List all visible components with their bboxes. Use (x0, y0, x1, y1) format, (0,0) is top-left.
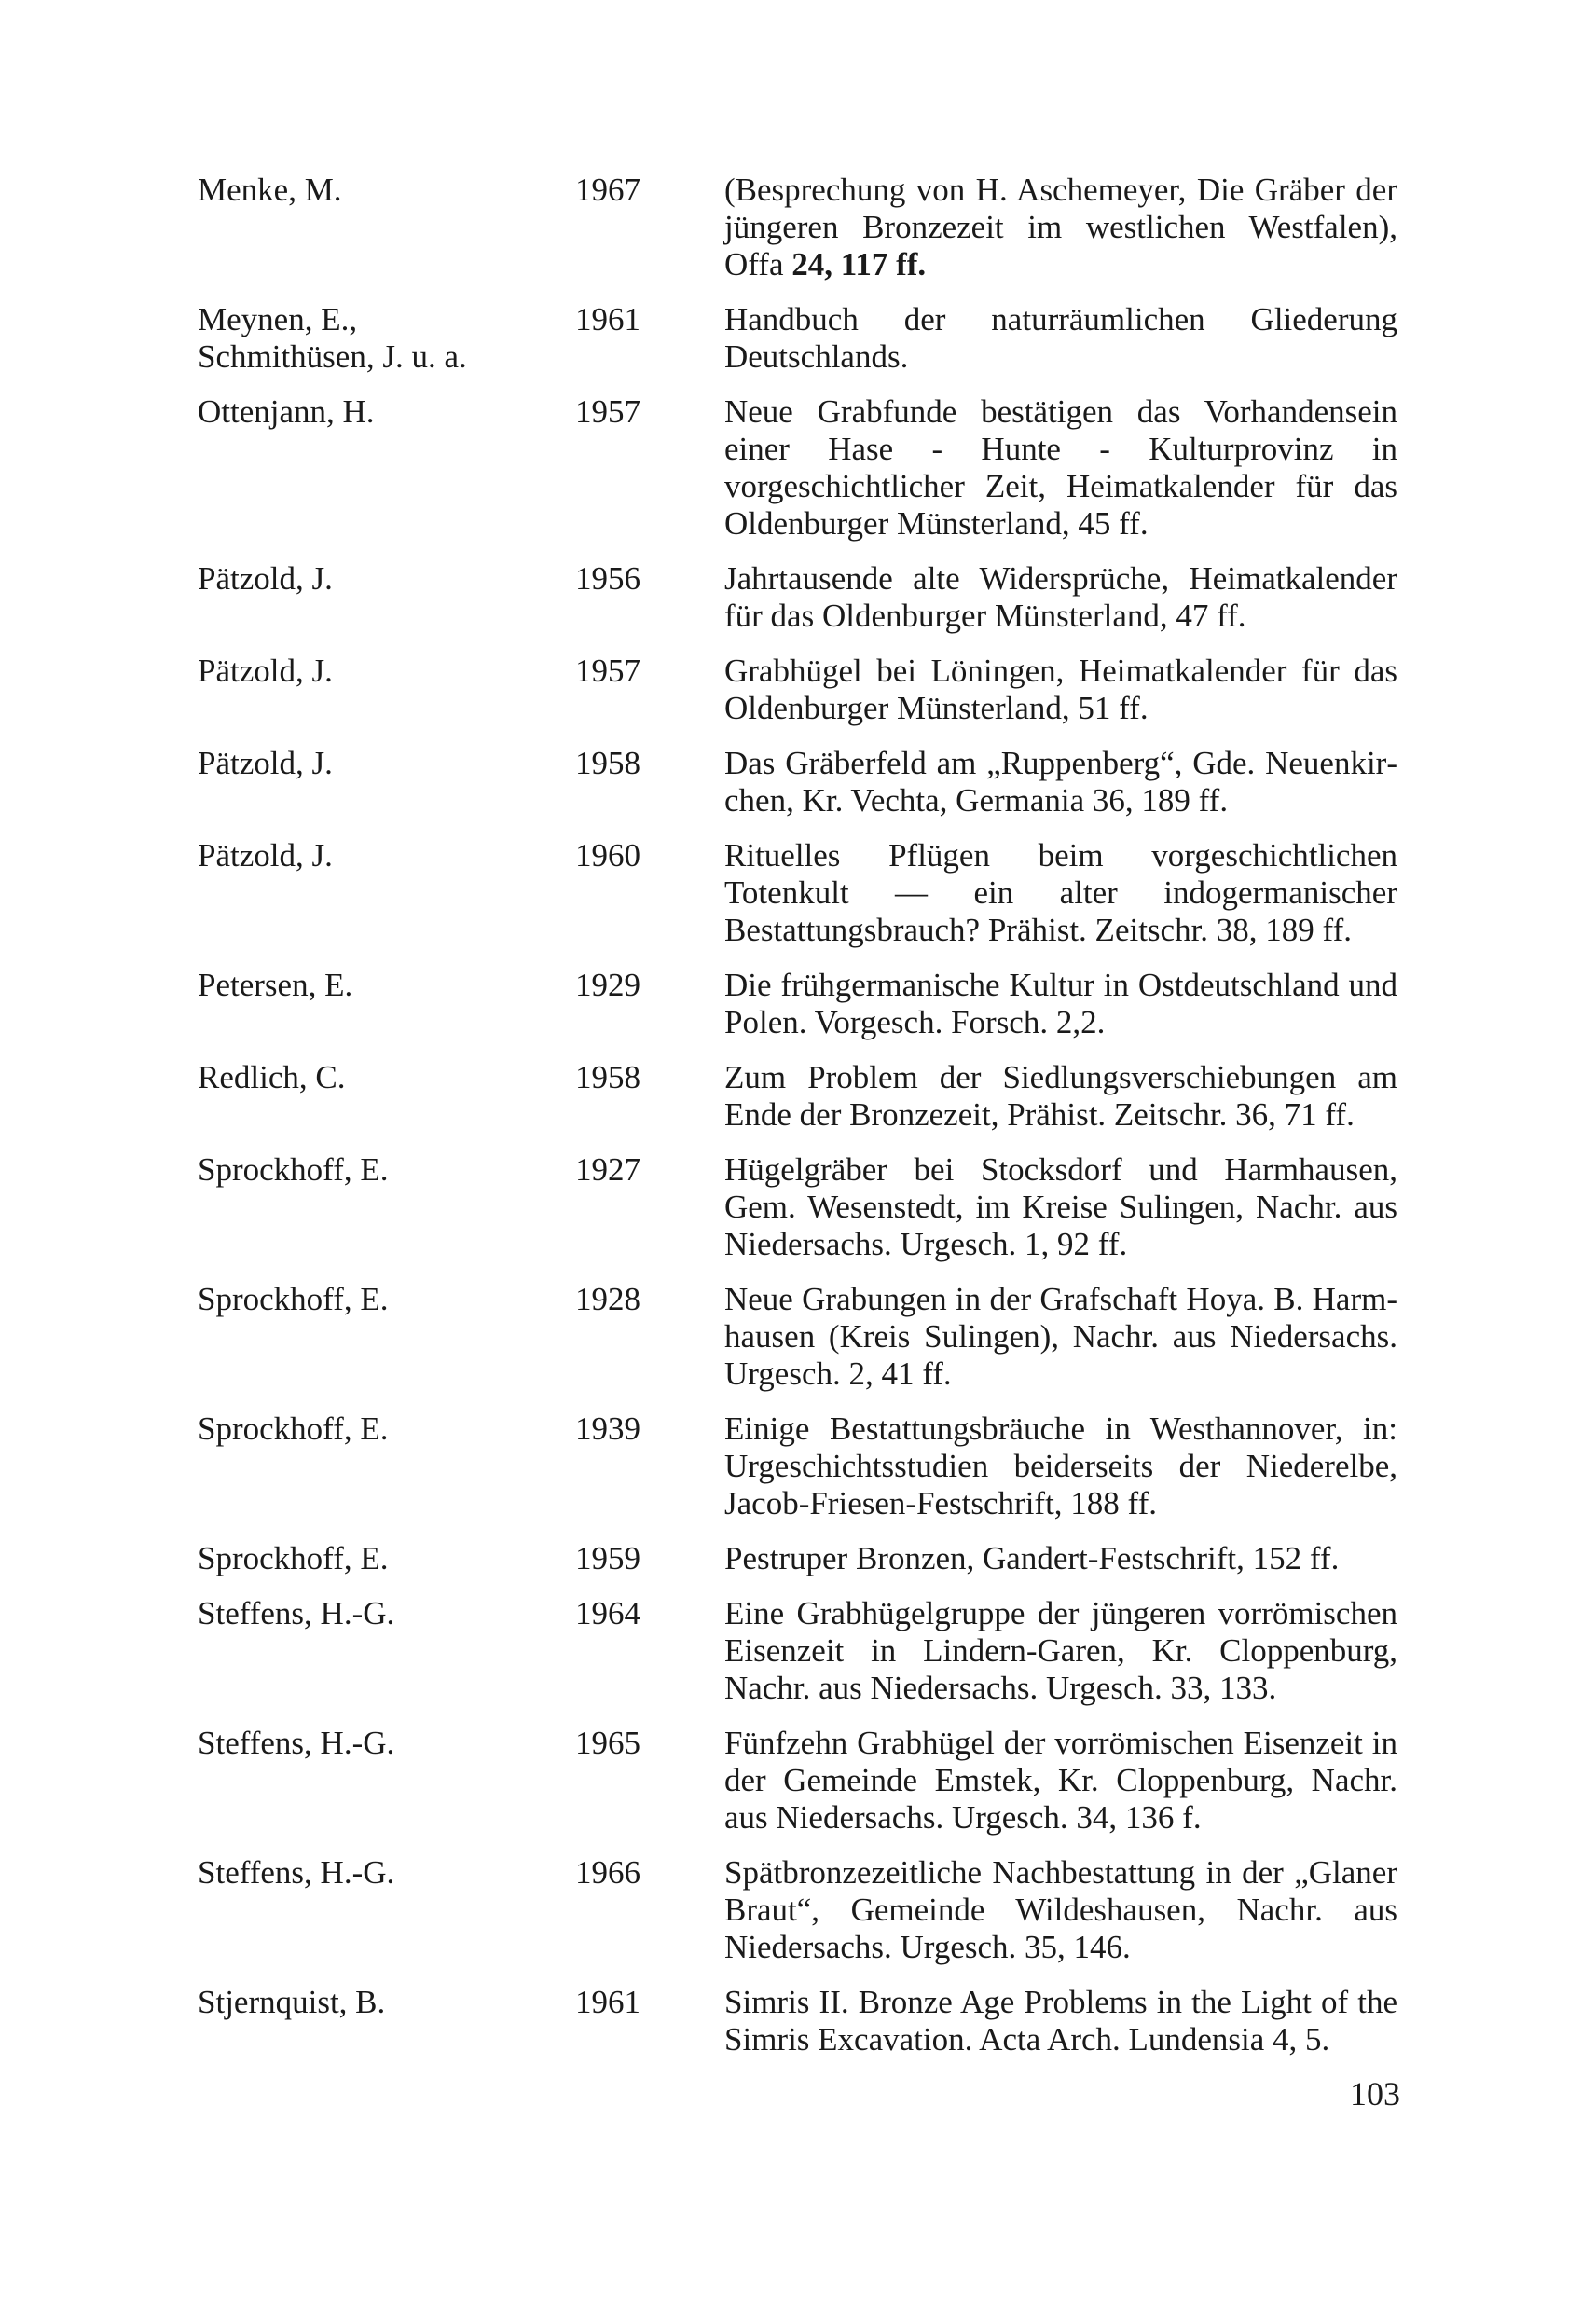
entry-author: Sprockhoff, E. (198, 1411, 389, 1447)
entry-author: Sprockhoff, E. (198, 1151, 389, 1188)
entry-year: 1957 (575, 653, 640, 689)
bibliography-entry (198, 745, 1400, 819)
entry-author: Stjernquist, B. (198, 1984, 386, 2020)
bibliography-entry (198, 172, 1400, 283)
bibliography-entry (198, 1725, 1400, 1837)
entry-citation: Fünfzehn Grabhügel der vorrömischen Eisenzeit in der Gemeinde Emstek, Kr. Cloppenburg, Nachr. aus Niedersachs. Urgesch. 34, 136 f. (724, 1725, 1397, 1836)
entry-year: 1964 (575, 1595, 640, 1631)
entry-citation: Handbuch der naturräumlichen Gliederung Deutschlands. (724, 301, 1397, 375)
entry-author: Meynen, E., Schmithüsen, J. u. a. (198, 301, 524, 376)
entry-citation: Eine Grabhügelgruppe der jüngeren vorrömischen Eisenzeit in Lindern-Garen, Kr. Cloppenburg, Nachr. aus Niedersachs. Urgesch. 33, 133. (724, 1595, 1397, 1706)
bibliography-entry (198, 1059, 1400, 1134)
entry-year: 1961 (575, 1984, 640, 2020)
bibliography-entry (198, 1281, 1400, 1393)
bibliography-entry (198, 1540, 1400, 1577)
entry-author: Sprockhoff, E. (198, 1540, 389, 1576)
entry-year: 1959 (575, 1540, 640, 1576)
entry-year: 1927 (575, 1151, 640, 1188)
bibliography-entry (198, 837, 1400, 949)
entry-citation: Pestruper Bronzen, Gandert-Festschrift, 152 ff. (724, 1540, 1340, 1576)
entry-citation: Rituelles Pflügen beim vorgeschichtlichen Totenkult — ein alter indogermanischer Bestattungsbrauch? Prähist. Zeitschr. 38, 189 ff. (724, 837, 1397, 948)
entry-citation: Spätbronzezeitliche Nachbestattung in der „Glaner Braut“, Gemeinde Wildeshausen, Nachr. aus Niedersachs. Urgesch. 35, 146. (724, 1854, 1397, 1965)
entry-citation: Hügelgräber bei Stocksdorf und Harmhausen, Gem. Wesenstedt, im Kreise Sulingen, Nachr. aus Niedersachs. Urgesch. 1, 92 ff. (724, 1151, 1397, 1262)
entry-citation: Zum Problem der Siedlungsverschiebungen am Ende der Bronzezeit, Prähist. Zeitschr. 36, 71 ff. (724, 1059, 1397, 1133)
entry-author: Pätzold, J. (198, 560, 333, 597)
entry-year: 1958 (575, 1059, 640, 1095)
bibliography-entry (198, 1411, 1400, 1522)
bibliography-entry (198, 560, 1400, 635)
entry-author: Redlich, C. (198, 1059, 346, 1095)
entry-author: Pätzold, J. (198, 837, 333, 874)
entry-year: 1966 (575, 1854, 640, 1891)
entry-year: 1929 (575, 967, 640, 1003)
bibliography-list (198, 172, 1400, 2076)
entry-year: 1939 (575, 1411, 640, 1447)
entry-author: Ottenjann, H. (198, 393, 375, 430)
entry-citation: Neue Grabungen in der Grafschaft Hoya. B. Harmhausen (Kreis Sulingen), Nachr. aus Niedersachs. Urgesch. 2, 41 ff. (724, 1281, 1397, 1392)
bibliography-entry (198, 967, 1400, 1041)
bibliography-entry (198, 393, 1400, 543)
bibliography-entry (198, 653, 1400, 727)
entry-author: Steffens, H.-G. (198, 1854, 395, 1891)
bibliography-entry (198, 1984, 1400, 2058)
entry-citation: Die frühgermanische Kultur in Ostdeutschland und Polen. Vorgesch. Forsch. 2,2. (724, 967, 1397, 1040)
entry-citation: Jahrtausende alte Widersprüche, Heimatkalender für das Oldenburger Münsterland, 47 ff. (724, 560, 1397, 634)
bibliography-entry (198, 1151, 1400, 1263)
entry-author: Steffens, H.-G. (198, 1725, 395, 1761)
bibliography-entry (198, 1854, 1400, 1966)
entry-year: 1958 (575, 745, 640, 781)
entry-citation: Grabhügel bei Löningen, Heimatkalender für das Oldenburger Münsterland, 51 ff. (724, 653, 1397, 726)
entry-year: 1967 (575, 172, 640, 208)
entry-year: 1965 (575, 1725, 640, 1761)
page-number: 103 (1350, 2075, 1400, 2112)
entry-author: Sprockhoff, E. (198, 1281, 389, 1317)
entry-citation: (Besprechung von H. Aschemeyer, Die Gräber der jüngeren Bronzezeit im westlichen Westfalen), Offa 24, 117 ff. (724, 172, 1397, 282)
bibliography-entry (198, 1595, 1400, 1707)
entry-year: 1957 (575, 393, 640, 430)
entry-coauthor: Schmithüsen, J. u. a. (198, 338, 467, 375)
entry-citation: Das Gräberfeld am „Ruppenberg“, Gde. Neuenkirchen, Kr. Vechta, Germania 36, 189 ff. (724, 745, 1397, 819)
entry-author: Steffens, H.-G. (198, 1595, 395, 1631)
entry-citation: Einige Bestattungsbräuche in Westhannover, in: Urgeschichtsstudien beiderseits der Niederelbe, Jacob-Friesen-Festschrift, 188 ff. (724, 1411, 1397, 1521)
entry-citation: Simris II. Bronze Age Problems in the Light of the Simris Excavation. Acta Arch. Lundensia 4, 5. (724, 1984, 1397, 2057)
entry-year: 1956 (575, 560, 640, 597)
entry-year: 1960 (575, 837, 640, 874)
entry-author: Menke, M. (198, 172, 342, 208)
entry-year: 1961 (575, 301, 640, 337)
entry-year: 1928 (575, 1281, 640, 1317)
entry-author: Petersen, E. (198, 967, 353, 1003)
citation-volume-pages: 24, 117 ff. (791, 246, 927, 282)
entry-author: Pätzold, J. (198, 653, 333, 689)
entry-citation: Neue Grabfunde bestätigen das Vorhandensein einer Hase - Hunte - Kulturprovinz in vorgeschichtlicher Zeit, Heimatkalender für das Oldenburger Münsterland, 45 ff. (724, 393, 1397, 542)
bibliography-entry (198, 301, 1400, 376)
entry-author: Pätzold, J. (198, 745, 333, 781)
